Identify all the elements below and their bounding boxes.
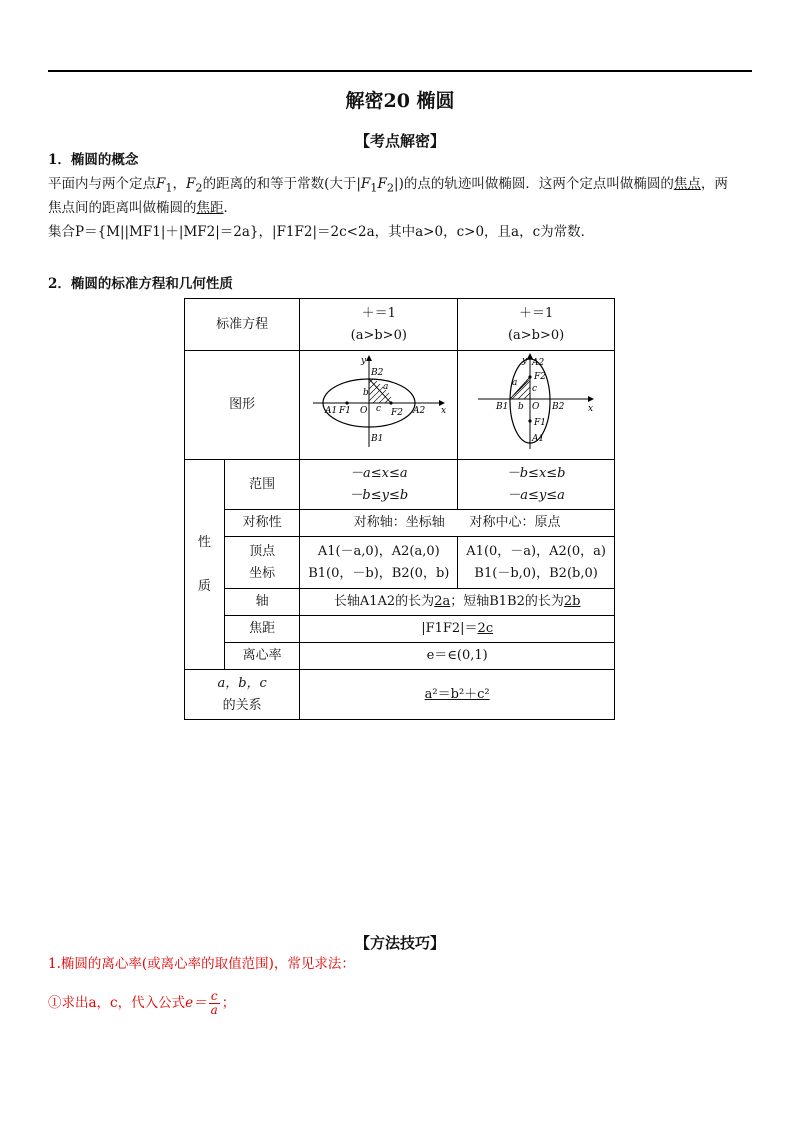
fig1-label-O: O xyxy=(359,406,368,416)
figure-vertical-ellipse xyxy=(458,351,615,460)
vertices-vertical: A1(0，－a)，A2(0，a) B1(－b,0)，B2(b,0) xyxy=(458,537,615,589)
fig1-label-F2: F2 xyxy=(390,408,403,418)
row-label-figure: 图形 xyxy=(185,351,300,460)
fig2-label-A2: A2 xyxy=(532,358,545,368)
range-vertical: －b≤x≤b －a≤y≤a xyxy=(458,460,615,510)
horizontal-ellipse-diagram xyxy=(309,353,449,449)
fig1-label-y: y xyxy=(360,356,366,366)
row-label-abc-relation: a，b，c 的关系 xyxy=(185,670,300,720)
heading-standard-equation: 2．椭圆的标准方程和几何性质 xyxy=(48,276,233,292)
concept-line-1: 平面内与两个定点$F_1$，$F_2$的距离的和等于常数(大于$|F_1F_2|$)的点的轨迹叫做椭圆．这两个定点叫做椭圆的焦点，两 xyxy=(48,176,728,195)
fig1-label-B2: B2 xyxy=(370,368,384,378)
symmetry-value: 对称轴：坐标轴 对称中心：原点 xyxy=(300,510,615,537)
fig2-label-F2: F2 xyxy=(534,372,547,382)
fig1-label-F1: F1 xyxy=(338,406,351,416)
row-label-axis: 轴 xyxy=(224,589,300,616)
method-line-1: 1.椭圆的离心率(或离心率的取值范围)，常见求法： xyxy=(48,956,355,972)
figure-horizontal-ellipse xyxy=(300,351,458,460)
row-label-vertices: 顶点 坐标 xyxy=(224,537,300,589)
vertices-horizontal: A1(－a,0)，A2(a,0) B1(0，－b)，B2(0，b) xyxy=(300,537,458,589)
concept-line-2: 焦点间的距离叫做椭圆的焦距． xyxy=(48,200,237,216)
section-head-kaodian: 【考点解密】 xyxy=(354,132,445,150)
fig2-label-F1: F1 xyxy=(534,418,547,428)
row-label-symmetry: 对称性 xyxy=(224,510,300,537)
top-rule xyxy=(48,70,752,72)
term-focal-length: 焦距 xyxy=(196,200,224,216)
fig2-label-b: b xyxy=(518,402,524,412)
fig1-label-c: c xyxy=(375,404,381,414)
fig2-label-a: a xyxy=(512,378,518,388)
row-label-focal-distance: 焦距 xyxy=(224,616,300,643)
fig2-label-B2: B2 xyxy=(552,402,565,412)
row-label-range: 范围 xyxy=(224,460,300,510)
std-eq-vertical: ＋＝1 (a>b>0) xyxy=(458,299,615,351)
section-head-fangfa: 【方法技巧】 xyxy=(354,934,445,952)
term-focus: 焦点 xyxy=(673,176,701,192)
method-line-2: ①求出a，c，代入公式e＝ $\frac{c}{a}$ ； xyxy=(48,989,236,1017)
eccentricity-value: e＝∈(0,1) xyxy=(300,643,615,670)
fig2-label-B1: B1 xyxy=(496,402,509,412)
fig1-label-B1: B1 xyxy=(370,434,384,444)
fig2-label-x: x xyxy=(588,404,594,414)
row-label-standard-eq: 标准方程 xyxy=(185,299,300,351)
properties-side-label: 性 质 xyxy=(185,460,225,670)
eccentricity-fraction: $\frac{c}{a}$ xyxy=(210,989,218,1017)
fig1-label-a: a xyxy=(382,382,389,392)
concept-line-3: 集合P＝{M||MF1|＋|MF2|＝2a}，|F1F2|＝2c<2a，其中a>0，c>0，且a，c为常数． xyxy=(48,224,595,240)
vertical-ellipse-diagram xyxy=(476,353,596,449)
abc-relation-value: a²＝b²＋c² xyxy=(300,670,615,720)
heading-ellipse-concept: 1．椭圆的概念 xyxy=(48,152,139,168)
range-horizontal: －a≤x≤a －b≤y≤b xyxy=(300,460,458,510)
row-label-eccentricity: 离心率 xyxy=(224,643,300,670)
fig1-label-b: b xyxy=(362,388,369,398)
axis-value: 长轴A1A2的长为2a；短轴B1B2的长为2b xyxy=(300,589,615,616)
page-title: 解密20 椭圆 xyxy=(345,90,455,112)
fig2-label-O: O xyxy=(532,402,540,412)
fig2-label-y: y xyxy=(522,356,528,366)
std-eq-horizontal: ＋＝1 (a>b>0) xyxy=(300,299,458,351)
ellipse-properties-table xyxy=(184,298,615,720)
fig1-label-x: x xyxy=(440,406,446,416)
fig2-label-A1: A1 xyxy=(532,434,545,444)
fig2-label-c: c xyxy=(532,384,538,394)
focal-distance-value: |F1F2|＝2c xyxy=(300,616,615,643)
fig1-label-A2: A2 xyxy=(412,406,426,416)
fig1-label-A1: A1 xyxy=(324,406,338,416)
